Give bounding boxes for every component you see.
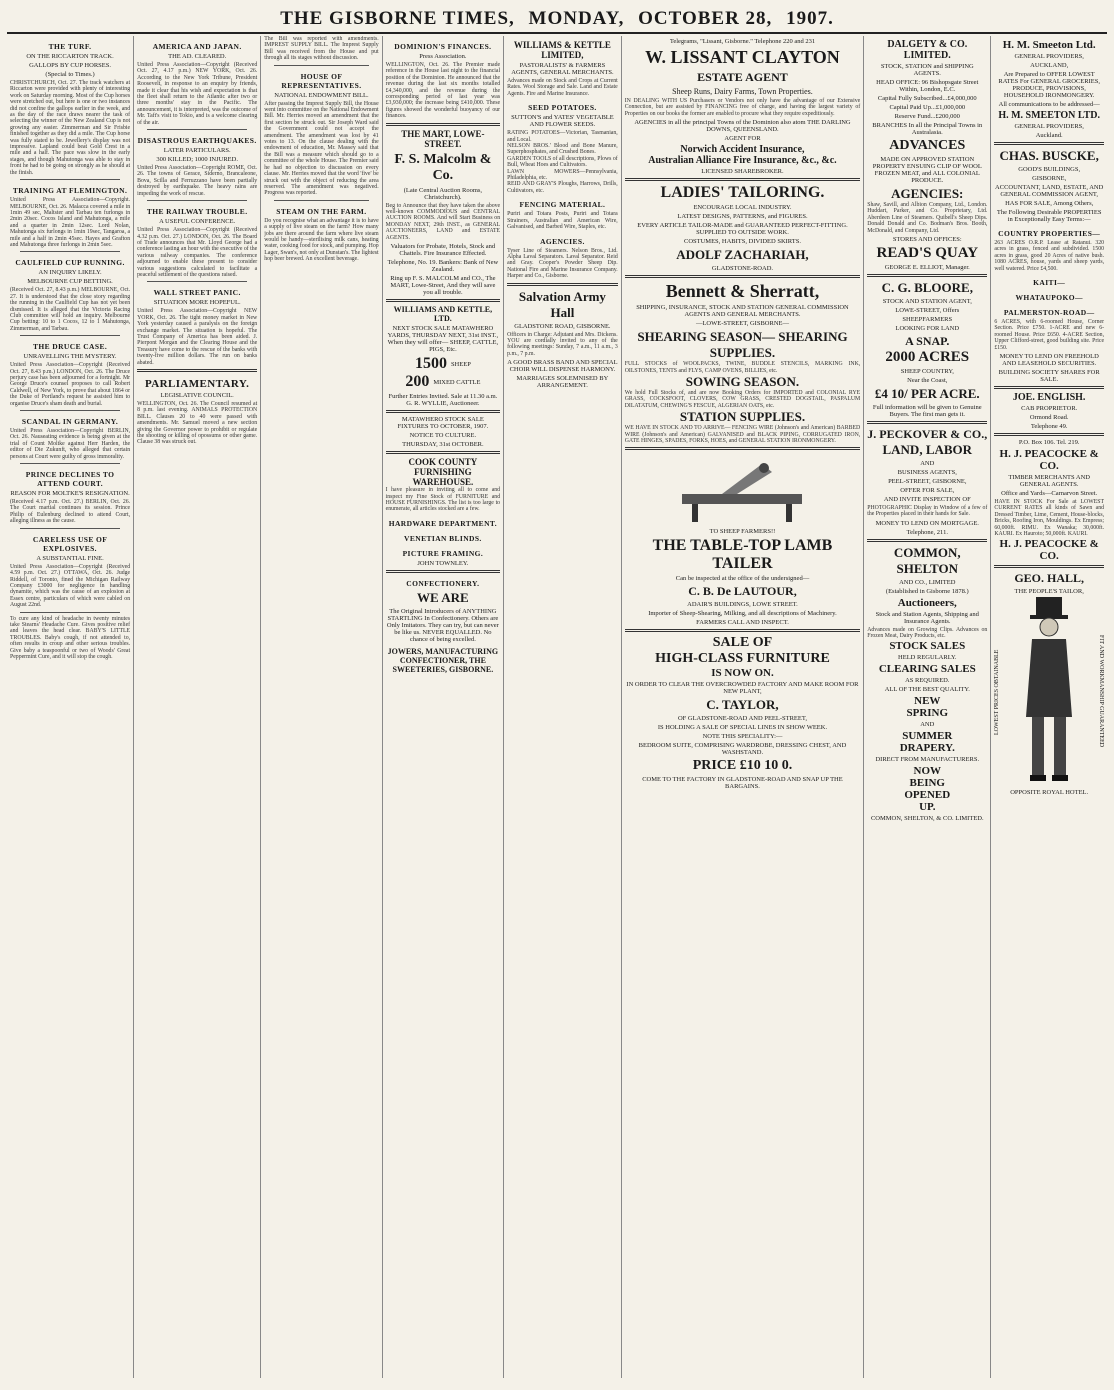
dalgety-branches: BRANCHES In all the Principal Towns in Australasia.	[872, 122, 983, 136]
salvation-address: GLADSTONE ROAD, GISBORNE.	[514, 322, 611, 330]
smeeton-general2: GENERAL PROVIDERS,	[1014, 123, 1084, 130]
sale-of: SALE OF	[712, 635, 773, 651]
article-turf: CHRISTCHURCH, Oct. 27. The track watchers at Riccarton were provided with plenty of interesting work on Saturday morning. Most of the Cup horses were stretched out, but here is one or two instances did not confine the gallops earlier in the week, and as the day of the race draws nearer the task of selecting the winner of the New Zealand Cup is not growing any easier. Zimmerman and Sir Frisbie finished together as they did a mile. The Cup horse was fully stated to be. Jewellery's display was not impressive. Lapland could beat Gold Crest in a mile and a half. The pace was slow in the early stages, and though Mahutonga was able to stay in front he had to be going on strongly as he should at the finish.	[10, 80, 131, 176]
palmerston: PALMERSTON-ROAD—	[1003, 308, 1095, 318]
dalgety-reserve: Reserve Fund...£200,000	[894, 113, 960, 120]
acres-2000: 2000 ACRES	[885, 349, 970, 366]
subheading-killed: 300 KILLED; 1000 INJURED.	[156, 156, 238, 164]
note-speciality: NOTE THIS SPECIALITY:—	[702, 733, 783, 741]
sheepfarmers: SHEEPFARMERS	[902, 316, 953, 324]
clayton-agent-for: AGENT FOR	[724, 135, 761, 143]
divider	[20, 251, 120, 252]
heading-house: HOUSE OF REPRESENTATIVES.	[281, 71, 362, 90]
building-society: BUILDING SOCIETY SHARES FOR SALE.	[998, 369, 1100, 384]
masthead	[7, 6, 1107, 34]
clayton-text: IN DEALING WITH US Purchasers or Vendors not only have the advantage of our Extensive Connection, but are assisted by FINANCING free of charge, and having the largest variety of Properties on our books the former are enabled to procure what they require expeditiously.	[624, 98, 861, 117]
heading-wallstreet: WALL STREET PANIC.	[153, 288, 241, 298]
malcolm-sub: (Late Central Auction Rooms, Christchurch).	[403, 186, 483, 201]
matawhero-fixtures: MATAWHERO STOCK SALE FIXTURES TO OCTOBER, 1907.	[397, 416, 489, 431]
is-now-on: IS NOW ON.	[711, 667, 774, 680]
come-factory: COME TO THE FACTORY IN GLADSTONE-ROAD AND SNAP UP THE BARGAINS.	[642, 776, 843, 791]
column-1	[7, 36, 134, 1378]
ormond: Ormond Road.	[1029, 414, 1069, 422]
gospel: A GOOD BRASS BAND AND SPECIAL CHOIR WILL DISPENSE HARMONY.	[507, 359, 618, 374]
williams-kettle-heading: WILLIAMS AND KETTLE, LTD.	[393, 305, 493, 324]
country-text: 263 ACRES O.R.P. Lease at Ratanui. 320 acres in grass, fenced and subdivided. 1500 acres in grass, good 20 Acres of native bush. 1080 ACRES, house, yards and sheep yards, well watered. Price £4,500.	[994, 240, 1105, 272]
heading-training: TRAINING AT FLEMINGTON.	[12, 186, 128, 196]
shearing-text: FULL STOCKS of WOOLPACKS, TWINE, BUDDLE STENCILS, MARKING INK, OILSTONES, TENTS and FLYS, CAMP OVENS, BILLIES, etc.	[624, 361, 861, 374]
tel49: Telephone 49.	[1030, 423, 1068, 431]
divider	[20, 410, 120, 411]
column-5	[504, 36, 622, 1378]
divider	[274, 65, 368, 66]
every-article: EVERY ARTICLE TAILOR-MADE and GUARANTEED PERFECT-FITTING. SUPPLIED TO OUTSIDE WORK.	[637, 222, 848, 237]
subheading-special: (Special to Times.)	[45, 71, 95, 78]
buscke-has-for: HAS FOR SALE, Among Others,	[1005, 200, 1094, 207]
clayton-telegrams: Telegrams, "Lissant, Gisborne." Telephone 220 and 231	[669, 38, 816, 45]
dalgety-capital2: Capital Paid Up...£1,000,000	[889, 104, 966, 111]
station-supplies: STATION SUPPLIES.	[679, 409, 806, 425]
table-top-lamb-tailer: THE TABLE-TOP LAMB TAILER	[652, 537, 833, 573]
lawns: LAWN MOWERS—Pennsylvania, Philadelphia, etc.	[507, 168, 618, 182]
divider	[20, 179, 120, 180]
australian: Australian Alliance Fire Insurance, &c., &c.	[648, 155, 837, 167]
a-snap: A SNAP.	[905, 334, 950, 349]
subheading-ad: THE AD. CLEARED.	[168, 53, 227, 60]
double-divider	[867, 421, 987, 424]
ladies-tailoring: LADIES' TAILORING.	[660, 184, 825, 202]
advances: ADVANCES	[889, 138, 966, 153]
dalgety-capital1: Capital Fully Subscribed...£4,000,000	[877, 95, 977, 102]
to-sheep-farmers: TO SHEEP FARMERS!!	[709, 528, 776, 536]
double-divider	[386, 410, 500, 413]
bloore-lowe: LOWE-STREET, Offers	[895, 307, 960, 315]
stores: STORES AND OFFICES:	[892, 236, 962, 244]
kaiti: KAITI—	[1033, 278, 1066, 288]
fencing-text: Puriri and Totara Posts, Puriri and Totara Strainers, Australian and American Wire, Galvanised, and Barbed Wire, Staples, etc.	[507, 211, 618, 231]
clayton-name: W. LISSANT CLAYTON	[645, 47, 840, 67]
confectionery-heading: CONFECTIONERY.	[406, 578, 480, 588]
invite: AND INVITE INSPECTION OF	[883, 496, 971, 504]
stock-sale: NEXT STOCK SALE MATAWHERO YARDS, THURSDAY NEXT, 31st INST., When they will offer— SHEEP, CATTLE, PIGS, Etc.	[387, 325, 499, 354]
smeeton-prepared: Are Prepared to OFFER LOWEST RATES For GENERAL GROCERIES, PRODUCE, PROVISIONS, HOUSEHOLD IRONMONGERY.	[998, 71, 1100, 99]
malcolm-ring: Ring up F. S. MALCOLM and CO., The MART, Lowe-Street, And they will save you all trouble.	[390, 275, 496, 297]
malcolm-phone: Telephone, No. 19. Bankers: Bank of New Zealand.	[387, 259, 499, 274]
zachariah-address: GLADSTONE-ROAD.	[711, 265, 774, 273]
per-acre: £4 10/ PER ACRE.	[874, 386, 980, 402]
full-info: Full information will be given to Genuine Buyers. The first man gets it.	[872, 404, 982, 419]
sowing-text: We hold Full Stocks of, and are now Booking Orders for IMPORTED and COLONIAL RYE GRASS, COCKSFOOT, CLOVERS, COW GRASS, CRESTED DOGSTAIL, PASPALUM DILATATUM, CHEWING'S FESCUE, ALGERIAN OATS, etc.	[624, 390, 861, 409]
column-8	[991, 36, 1107, 1378]
smeeton-general: GENERAL PROVIDERS,	[1014, 53, 1084, 60]
elliot: GEORGE E. ELLIOT, Manager.	[884, 264, 970, 272]
fit-guaranteed: FIT AND WORKMANSHIP GUARANTEED	[1098, 635, 1105, 748]
suttons: SUTTON'S and YATES' VEGETABLE AND FLOWER SEEDS.	[511, 114, 614, 129]
adairs: ADAIR'S BUILDINGS, LOWE STREET.	[687, 601, 798, 609]
cattle-count-row	[386, 373, 500, 391]
malcolm-valuators: Valuators for Probate, Hotels, Stock and Chattels. Fire Insurance Effected.	[390, 243, 496, 258]
timber: TIMBER MERCHANTS AND GENERAL AGENTS.	[1008, 474, 1090, 489]
heading-railway: THE RAILWAY TROUBLE.	[146, 207, 248, 217]
clayton-estate: ESTATE AGENT	[697, 70, 788, 84]
business-agents: BUSINESS AGENTS,	[897, 469, 957, 477]
dalgety-stock: STOCK, STATION and SHIPPING AGENTS.	[880, 63, 974, 77]
column-3	[261, 36, 382, 1378]
land-labor: LAND, LABOR	[882, 442, 973, 458]
peoples-tailor: THE PEOPLE'S TAILOR,	[1014, 587, 1084, 595]
article-scandal: United Press Association—Copyright BERLIN, Oct. 26. Nauseating evidence is being given at the trial of Count Moltke against Herr Harden, the editor of Die Zukunft, who alleged that certain persons at Court were guilty of gross immorality.	[10, 428, 131, 460]
salvation-army: Salvation Army Hall	[518, 288, 606, 320]
price: PRICE £10 10 0.	[692, 758, 793, 774]
we-are: WE ARE	[417, 589, 469, 605]
cook-text: I have pleasure in inviting all to come and inspect my Fine Stock of FURNITURE and HOUSE FURNISHINGS. The list is too large to enumerate, all articles stocked are a few.	[385, 487, 501, 513]
divider	[147, 200, 247, 201]
double-divider	[994, 142, 1104, 145]
tailer-sub: Can be inspected at the office of the undersigned—	[675, 575, 810, 583]
common-sub: AND CO., LIMITED	[899, 578, 956, 586]
double-divider	[625, 629, 860, 632]
smeeton: H. M. Smeeton Ltd.	[1002, 39, 1096, 51]
heading-scandal: SCANDAL IN GERMANY.	[21, 417, 119, 427]
reid: REID AND GRAY'S Ploughs, Harrows, Drills, Cultivators, etc.	[507, 181, 618, 194]
dalgety-agencies: AGENCIES:	[891, 186, 964, 201]
tailor-illustration-row	[994, 597, 1104, 787]
article-babies: To cure any kind of headache in twenty minutes take Stearns' Headache Cure. Gives positive relief and leaves the head clear. BABY'S LITTLE TROUBLES. Baby's cough, if not attended to, often results in croup and other serious troubles. Give baby a teaspoonful or two of Woods' Great Peppermint Cure, and it will stop the cough.	[10, 615, 131, 660]
joe-english: JOE. ENGLISH.	[1012, 392, 1086, 404]
peacocke-text: HAVE IN STOCK For Sale at LOWEST CURRENT RATES all kinds of Sawn and Dressed Timber, Lime, Cement, House-blocks, Bricks, Roofing Iron, Mouldings. Ex Empress; 60,000ft. RIMU. Ex Wanaka; 30,000ft. KAURI. Ex Hauroto; 50,000ft. KAURI.	[994, 499, 1105, 538]
sheep-count-row	[386, 355, 500, 373]
heading-careless: CARELESS USE OF EXPLOSIVES.	[32, 534, 108, 553]
reads-quay: READ'S QUAY	[876, 245, 979, 262]
cattle-label: MIXED CATTLE	[433, 378, 481, 386]
agencies-heading: AGENCIES.	[540, 236, 585, 246]
rating: RATING POTATOES—Victorian, Tasmanian, and Local.	[507, 130, 618, 143]
pastoralists: PASTORALISTS' & FARMERS AGENTS, GENERAL MERCHANTS.	[511, 62, 614, 76]
cattle-count: 200	[405, 373, 430, 391]
article-earthquake: United Press Association—Copyright ROME, Oct. 26. The towns of Gerace, Siderno, Brancaleone, Bova, Scilla and Ferruzzano have been partially destroyed by earthquake. The heavy rains are impeding the work of rescue.	[137, 165, 258, 197]
article-careless: United Press Association—Copyright (Received 4.59 p.m. Oct. 27.) OTTAWA, Oct. 26. Judge Riddell, of Toronto, fined the Michigan Railway Company £3000 for negligence in handling dynamite, which was the cause of an explosion at Essex centre, particulars of which were cabled on August 22nd.	[10, 563, 131, 609]
seed-potatoes: SEED POTATOES.	[528, 103, 597, 113]
article-house: After passing the Imprest Supply Bill, the House went into committee on the National Endowment Bill. Mr. Herries moved an amendment that the first section be struck out. Sir Joseph Ward said the Government could not accept the amendment. The amendment was lost by 41 votes to 13. On the clause dealing with the endowment of education, Mr. Massey said that the Bill was a measure which should go to a committee of the whole House. The Premier said he had no objection to discussion on every clause. Mr. Herries moved that the word 'five' be struck out with the object of reducing the area reserved. The amendment was negatived. Progress was reported.	[264, 100, 379, 197]
marriages: MARRIAGES SOLEMNISED BY ARRANGEMENT.	[516, 375, 609, 390]
article-dominion: WELLINGTON, Oct. 26. The Premier made reference in the House last night to the financial position of the Dominion. He announced that the revenue during the last six months totalled £4,340,000, and the revenue during the corresponding period of last year was £3,930,000; the increase being £410,000. These figures showed the wonderful buoyancy of our finances.	[385, 62, 501, 120]
advances-clips: Advances made on Growing Clips. Advances on Frozen Meat, Dairy Products, etc.	[867, 626, 988, 640]
column-4	[383, 36, 504, 1378]
heading-prince: PRINCE DECLINES TO ATTEND COURT.	[25, 470, 115, 489]
double-divider	[137, 369, 257, 372]
thursday: THURSDAY, 31st OCTOBER.	[402, 441, 484, 449]
money-lend: MONEY TO LEND ON FREEHOLD AND LEASEHOLD SECURITIES.	[999, 353, 1099, 368]
masthead-year: 1907.	[786, 8, 834, 29]
heading-dominion: DOMINION'S FINANCES.	[394, 42, 492, 51]
subheading-legislative: LEGISLATIVE COUNCIL.	[160, 392, 234, 399]
subheading-endowment: NATIONAL ENDOWMENT BILL.	[274, 91, 369, 99]
article-druce: United Press Association—Copyright (Received Oct. 27, 8.43 p.m.) LONDON, Oct. 26. The Druce perjury case has been adjourned for a fortnight. Mr George Druce's counsel proposes to call Robert Caldwell, of New York, to prove that about 1864 or the Duke of Portland's request he assisted him to organise Druce's sham death and burial.	[10, 362, 131, 407]
licensed: LICENSED SHAREBROKER.	[701, 168, 784, 176]
double-divider	[994, 565, 1104, 568]
office-yards: Office and Yards—Carnarvon Street.	[1001, 490, 1098, 498]
lamb-tailer-icon	[662, 454, 822, 524]
nelson: NELSON BROS.' Blood and Bone Manure, Superphosphates, and Crushed Bones.	[507, 143, 618, 156]
column-7	[864, 36, 991, 1378]
opposite-royal: OPPOSITE ROYAL HOTEL.	[1010, 788, 1089, 796]
bloore: C. G. BLOORE,	[881, 280, 973, 296]
norwich: Norwich Accident Insurance,	[680, 144, 805, 156]
dalgety-head: HEAD OFFICE: 96 Bishopsgate Street Within, London, E.C.	[876, 79, 979, 93]
double-divider	[994, 386, 1104, 389]
advances-made: MADE ON APPROVED STATION PROPERTY ENSUING CLIP OF WOOL FROZEN MEAT, and ALL COLONIAL PRODUCE.	[872, 156, 982, 184]
peckover: J. PECKOVER & CO.,	[867, 427, 988, 442]
article-america: United Press Association—Copyright (Received Oct. 27, 4.17 p.m.) NEW YORK, Oct. 26. According to the New York Tribune, President Roosevelt, in response to an enquiry by friends, made it clear that his wish and expectation is that the fleet shall return to the Atlantic after two or three months' stay in the Pacific. The announcement, it is interpreted, was the outcome of Mr. Taft's visit to Tokio, and is a welcome clearing of the air.	[137, 62, 258, 126]
garden: GARDEN TOOLS of all descriptions, Plows of Bull, Wheat Hoes and Cultivators.	[507, 155, 618, 169]
established: (Established in Gisborne 1878.)	[885, 587, 969, 595]
newspaper-page	[7, 6, 1107, 1378]
article-prince: (Received 4.17 p.m. Oct. 27.) BERLIN, Oct. 26. The Court martial continues its session. Prince Philip of Eulenburg declined to attend Court, alleging illness as the cause.	[10, 499, 131, 525]
bloore-sub: STOCK AND STATION AGENT,	[882, 298, 972, 306]
article-legislative: WELLINGTON, Oct. 26. The Council resumed at 8 p.m. last evening. ANIMALS PROTECTION BILL. Clauses 20 to 40 were passed with amendments. Mr. Samuel moved a new section giving the Governor power to prohibit or regulate the shooting or killing of opossums or other game. Clause 38 was struck out.	[137, 401, 258, 446]
land-and: AND	[920, 460, 935, 468]
as-required: AS REQUIRED.	[905, 676, 950, 684]
subheading-mystery: UNRAVELLING THE MYSTERY.	[23, 353, 117, 361]
cab-proprietor: CAB PROPRIETOR.	[1021, 405, 1078, 413]
held-regularly: HELD REGULARLY.	[898, 653, 957, 661]
article-caulfield: (Received Oct. 27, 8.43 p.m.) MELBOURNE, Oct. 27. It is understood that the close story regarding the running in the Caulfield Cup has not yet been dismissed. It is alleged that the Victoria Racing Club committee will hold an inquiry. Melbourne Cup betting: 10 to 1 Cocos, 12 to 1 Mahutonga, Zimmerman, and Tarbau.	[10, 287, 131, 332]
kaiti-text: 6 ACRES, with 6-roomed House, Corner Section. Price £750. 1-ACRE and new 6-roomed House. Price £650. 4-ACRE Section, Upper Clifford-street, good building site. Price £150.	[994, 319, 1105, 351]
subheading-betting: MELBOURNE CUP BETTING.	[27, 278, 113, 286]
article-top: The Bill was reported with amendments. IMPREST SUPPLY BILL. The Imprest Supply Bill was received from the House and put through all its stages without discussion.	[264, 36, 379, 62]
notice-culture: NOTICE TO CULTURE.	[409, 432, 477, 440]
introducers-text: The Original Introducers of ANYTHING STARTLING In Confectionery. Others are Only Imitators. They can try, but can never be like us. NEVER EQUALLED. No chance of being excelled.	[386, 607, 499, 643]
williams-text: Advances made on Stock and Crops at Current Rates. Wool Storage and Sale. Land and Estate Agents. Fire and Marine Insurance.	[507, 78, 618, 97]
order-clear: IN ORDER TO CLEAR THE OVERCROWDED FACTORY AND MAKE ROOM FOR NEW PLANT,	[626, 681, 859, 696]
clayton-sheep: Sheep Runs, Dairy Farms, Town Properties.	[672, 87, 813, 96]
subheading-hopeful: SITUATION MORE HOPEFUL.	[153, 299, 241, 307]
article-railway: United Press Association—Copyright (Received 4.32 p.m. Oct. 27.) LONDON, Oct. 26. The Board of Trade announces that Mr. Lloyd George had a conference lasting an hour with the executive of the various railway companies. The conference adjourned to enable these present to consider various suggestions calculated to facilitate a peaceful settlement of the questions raised.	[137, 227, 258, 278]
dalgety-agencies-text: Shaw, Savill, and Albion Company, Ltd., London. Huddart, Parker, and Co. Proprietary, Ltd. Aberdeen Line of Steamers. Quibell's Sheep Dips. Donald Donald and Co. Bodman's Bros. Booth, McDonald, and Company, Ltd.	[867, 202, 988, 234]
double-divider	[867, 274, 987, 277]
sheep-label: SHEEP	[450, 360, 471, 368]
near-coast: Near the Coast,	[907, 377, 948, 385]
cook-county: COOK COUNTY FURNISHING WAREHOUSE.	[408, 457, 478, 488]
taylor-address: OF GLADSTONE-ROAD AND PEEL-STREET,	[677, 715, 807, 723]
shearing-season: SHEARING SEASON— SHEARING SUPPLIES.	[637, 329, 848, 361]
holding-sale: IS HOLDING A SALE OF SPECIAL LINES IN SHOW WEEK.	[657, 724, 828, 732]
geo-hall: GEO. HALL,	[1014, 570, 1085, 585]
looking-land: LOOKING FOR LAND	[895, 325, 960, 333]
heading-steam: STEAM ON THE FARM.	[276, 206, 367, 216]
masthead-paper: THE GISBORNE TIMES,	[280, 8, 515, 29]
heading-turf: THE TURF.	[48, 42, 92, 51]
further-entries: Further Entries Invited. Sale at 11.30 a.m. G. R. WYLLIE, Auctioneer.	[388, 393, 498, 408]
stock-station: Stock and Station Agents, Shipping and Insurance Agents.	[875, 610, 979, 625]
article-steam: Do you recognise what an advantage it is to have a supply of live steam on the farm? How many jobs are there around the farm where live steam would be handy—sterilising milk cans, heating water, cooking food for stock, and pumping. Hop Lager, Swan's, not only at Dunstan's. The lightest hop beer brewed. An excellent beverage.	[264, 217, 379, 263]
smeeton-auckland2: Auckland.	[1035, 132, 1063, 139]
new: NEW	[914, 694, 941, 707]
double-divider	[625, 447, 860, 450]
importer: Importer of Sheep-Shearing, Milking, and all descriptions of Machinery.	[648, 610, 837, 618]
lowest-prices: LOWEST PRICES OBTAINABLE	[994, 648, 1001, 735]
smeeton2: H. M. SMEETON LTD.	[998, 110, 1101, 121]
photographic: PHOTOGRAPHIC Display in Window of a few of the Properties placed in their hands for Sale.	[867, 505, 988, 518]
high-class-furniture: HIGH-CLASS FURNITURE	[655, 651, 830, 667]
smeeton-auckland: AUCKLAND,	[1030, 62, 1069, 69]
sheep-country: SHEEP COUNTRY,	[900, 368, 954, 376]
article-wallstreet: United Press Association—Copyright NEW YORK, Oct. 26. The tight money market in New York yesterday caused a paralysis on the foreign exchange market. The situation is hopeful. The Trust Company of America has been aided. J. Pierpont Morgan and the Clearing House and the Treasury have come to the rescue of the banks with twenty-five million dollars. The run on banks abated.	[137, 308, 258, 366]
williams-kettle-name: WILLIAMS & KETTLE LIMITED,	[513, 40, 611, 60]
zachariah: ADOLF ZACHARIAH,	[676, 247, 809, 263]
telephone: Telephone, 211.	[906, 528, 948, 536]
bennett-sherratt: Bennett & Sherratt,	[665, 281, 820, 302]
up: UP.	[919, 800, 936, 813]
designs: LATEST DESIGNS, PATTERNS, and FIGURES.	[677, 213, 808, 221]
double-divider	[386, 451, 500, 454]
common-shelton: COMMON, SHELTON	[893, 544, 961, 576]
subheading-press: Press Association.	[419, 53, 467, 60]
peacocke: H. J. PEACOCKE & CO.	[999, 448, 1099, 473]
farmers-inspect: FARMERS CALL AND INSPECT.	[696, 619, 789, 627]
buscke-gisborne: GISBORNE,	[1032, 175, 1067, 182]
subheading-fine: A SUBSTANTIAL FINE.	[36, 554, 104, 562]
direct: DIRECT FROM MANUFACTURERS.	[875, 755, 980, 763]
heading-parliamentary: PARLIAMENTARY.	[145, 378, 250, 390]
station-text: WE HAVE IN STOCK AND TO ARRIVE— FENCING WIRE (Johnson's and American) BARBED WIRE (Johnson's and American) GALVANISED and BLACK PIPING, CORRUGATED IRON, GATE HINGES, SPADES, FORKS, HOES, and GENERAL STATION IRONMONGERY.	[624, 425, 861, 445]
column-6	[622, 36, 864, 1378]
subheading-gallops: GALLOPS BY CUP HORSES.	[29, 62, 111, 69]
mart-heading: THE MART, LOWE-STREET.	[401, 128, 485, 149]
double-divider	[507, 283, 618, 286]
whataupoko: WHATAUPOKO—	[1015, 293, 1083, 303]
townley-name: JOHN TOWNLEY.	[417, 559, 469, 567]
heading-america: AMERICA AND JAPAN.	[152, 42, 242, 51]
buscke: CHAS. BUSCKE,	[999, 148, 1099, 163]
heading-druce: THE DRUCE CASE.	[32, 342, 108, 352]
bennett-lowe: —LOWE-STREET, GISBORNE—	[695, 320, 789, 328]
clearing-sales: CLEARING SALES	[878, 662, 976, 675]
sheep-count: 1500	[414, 355, 447, 373]
article-training: United Press Association—Copyright. MELBOURNE, Oct. 26. Malacca covered a mile in 1min 49 sec, Maltster and Tarbau ten furlongs in 2min 20sec. Cocos Island and Mahutonga, a mile and a quarter in 2min 12sec. Lord Nolan, Mahutonga six furlongs in 1min 19sec, Tangaroa, a mile and a half in 2min 45sec. Hayes and Grafton and Mahutonga three furlongs in 2min 5sec.	[10, 197, 131, 248]
double-divider	[625, 178, 860, 181]
divider	[20, 463, 120, 464]
agencies-text: Tyser Line of Steamers. Nelson Bros., Ltd. Alpha Laval Separators. Laval Separator. Reid and Gray. Cooper's Powder Sheep Dip. National Fire and Marine Insurance Company. Harper and Co., Gisborne.	[507, 247, 618, 280]
delatour: C. B. De LAUTOUR,	[688, 584, 797, 599]
masthead-day: MONDAY,	[528, 8, 625, 29]
smeeton-comm: All communications to be addressed—	[998, 101, 1100, 108]
lamb-tailer-illustration	[662, 454, 822, 524]
fencing-heading: FENCING MATERIAL.	[519, 200, 606, 210]
divider	[20, 335, 120, 336]
jowers-heading: JOWERS, MANUFACTURING CONFECTIONER, THE SWEETERIES, GISBORNE.	[387, 646, 499, 674]
spring: SPRING	[906, 706, 949, 719]
divider	[147, 129, 247, 130]
buscke-goods: GOOD'S BUILDINGS,	[1018, 166, 1081, 173]
picture-heading: PICTURE FRAMING.	[402, 548, 484, 558]
double-divider	[386, 570, 500, 573]
po-box: P.O. Box 106. Tel. 219.	[1018, 439, 1080, 447]
bedroom-suite: BEDROOM SUITE, COMPRISING WARDROBE, DRESSING CHEST, AND WASHSTAND.	[638, 742, 847, 757]
double-divider	[386, 299, 500, 302]
costumes: COSTUMES, HABITS, DIVIDED SKIRTS.	[683, 238, 801, 246]
column-2	[134, 36, 261, 1378]
malcolm-name: F. S. Malcolm & Co.	[394, 151, 492, 183]
offer-sale: OFFER FOR SALE,	[900, 487, 955, 495]
opened: OPENED	[904, 788, 951, 801]
country-properties: COUNTRY PROPERTIES—	[998, 229, 1101, 238]
divider	[20, 528, 120, 529]
sowing-season: SOWING SEASON.	[685, 374, 800, 390]
money-mortgage: MONEY TO LEND ON MORTGAGE.	[875, 519, 979, 527]
common-footer: COMMON, SHELTON, & CO. LIMITED.	[870, 814, 984, 822]
clayton-agencies: AGENCIES in all the principal Towns of the Dominion also atom THE DARLING DOWNS, QUEENSLAND.	[634, 119, 851, 134]
stock-sales: STOCK SALES	[889, 639, 966, 652]
dalgety: DALGETY & CO. LIMITED.	[887, 39, 968, 61]
buscke-following: The Following Desirable PROPERTIES in Exceptionally Easy Terms:—	[996, 209, 1102, 223]
peacocke2: H. J. PEACOCKE & CO.	[999, 537, 1099, 562]
double-divider	[625, 275, 860, 278]
divider	[20, 612, 120, 613]
now: NOW	[913, 764, 942, 777]
double-divider	[994, 433, 1104, 436]
hardware-heading: HARDWARE DEPARTMENT.	[388, 518, 498, 528]
subheading-reason: REASON FOR MOLTKE'S RESIGNATION.	[10, 490, 130, 498]
double-divider	[867, 539, 987, 542]
buscke-accountant: ACCOUNTANT, LAND, ESTATE, AND GENERAL COMMISSION AGENT,	[995, 184, 1104, 198]
and-w: AND	[920, 720, 935, 728]
subheading-conference: A USEFUL CONFERENCE.	[159, 218, 236, 226]
auctioneers: Auctioneers,	[897, 596, 957, 609]
subheading-inquiry: AN INQUIRY LIKELY.	[38, 269, 102, 277]
masthead-date: OCTOBER 28,	[638, 8, 773, 29]
encourage: ENCOURAGE LOCAL INDUSTRY.	[693, 204, 792, 212]
salvation-text: Officers in Charge: Adjutant and Mrs. Dickens. YOU are cordially invited to any of the following meetings: Sunday, 7 a.m., 11 a.m., 3 p.m., 7 p.m.	[507, 331, 618, 357]
drapery: DRAPERY.	[899, 741, 955, 754]
subheading-later: LATER PARTICULARS.	[163, 147, 231, 155]
all-best: ALL OF THE BEST QUALITY.	[884, 685, 970, 693]
divider	[147, 281, 247, 282]
heading-caulfield: CAULFIELD CUP RUNNING.	[15, 258, 125, 268]
divider	[274, 200, 368, 201]
being: BEING	[909, 776, 945, 789]
venetian-heading: VENETIAN BLINDS.	[404, 533, 482, 543]
subheading-riccarton: ON THE RICCARTON TRACK.	[26, 53, 114, 60]
double-divider	[386, 123, 500, 126]
heading-disastrous: DISASTROUS EARTHQUAKES.	[137, 136, 257, 146]
gentleman-figure-icon	[1014, 597, 1084, 787]
summer: SUMMER	[902, 729, 953, 742]
bennett-shipping: SHIPPING, INSURANCE, STOCK AND STATION GENERAL COMMISSION AGENTS AND GENERAL MERCHANTS.	[636, 304, 849, 319]
malcolm-text: Beg to Announce that they have taken the above well-known COMMODIOUS and CENTRAL AUCTION ROOMS. And will Start Business on MONDAY NEXT, 29th INST., as GENERAL AUCTIONEERS, LAND and ESTATE AGENTS.	[385, 202, 501, 241]
peel-street: PEEL-STREET, GISBORNE,	[888, 478, 967, 486]
taylor: C. TAYLOR,	[706, 697, 779, 713]
